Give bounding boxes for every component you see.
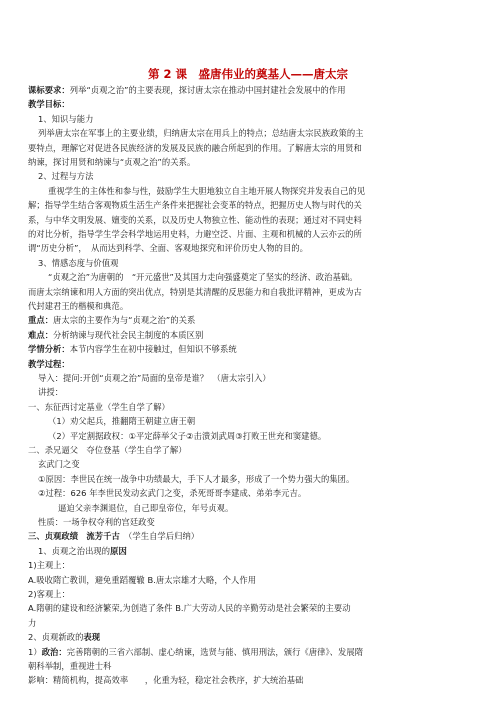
line-text: 重视学生的主体性和参与性，鼓励学生大胆地独立自主地开展人物探究并发表自己的见 [48,185,366,196]
line-label: 三、贞观政绩 流芳千古 [28,531,129,542]
text-line [28,242,308,254]
text-line [58,502,233,514]
line-text: 的对比分析，指导学生学会科学地运用史料，力避空泛、片面、主观和机械的人云亦云的所 [28,229,362,239]
text-line [28,343,237,355]
text-line [28,300,128,312]
line-text: 导入：提问:开创“贞观之治”局面的皇帝是谁？ （唐太宗引入） [38,373,271,383]
line-text: （2）平定割据政权：①平定薛举父子②击溃刘武周③打败王世充和窦建德。 [48,430,327,441]
text-line [38,257,118,269]
line-text: 2、过程与方法 [38,171,94,182]
text-line [38,372,271,384]
text-line [38,487,306,499]
text-line [28,574,256,586]
line-text: 本节内容学生在初中接触过，但知识不够系统 [69,344,237,355]
line-text: 逼迫父亲李渊退位，自己即皇帝位，年号贞观。 [58,502,234,513]
text-line [38,170,93,182]
text-line [28,444,187,456]
line-text: 而唐太宗纳谏和用人方面的突出优点，特别是其清醒的反思能力和自我批评精神，更成为古 [28,286,362,297]
text-line [28,199,362,211]
text-line [28,329,203,341]
text-line [28,559,70,571]
text-line [28,660,111,672]
text-line [28,646,363,658]
text-line [28,530,199,542]
text-line [28,214,362,226]
text-line [28,142,362,154]
line-text: 一、东征西讨定基业（学生自学了解） [28,401,170,412]
line-text: 3、情感态度与价值观 [38,257,119,268]
lesson-title: 第 2 课 盛唐伟业的奠基人——唐太宗 [147,67,348,81]
line-text: 影响：精简机构，提高效率 ，化重为轻，稳定社会秩序，扩大统治基础 [28,675,304,686]
line-text: 1)主观上： [28,560,71,571]
text-line [38,127,364,139]
text-line [28,314,195,326]
line-label: 重点： [28,315,54,326]
line-text: 力 [28,617,37,628]
text-line [48,415,195,427]
text-line [28,98,70,110]
text-line [28,401,170,413]
text-line [38,386,63,398]
line-label: 教学目标： [28,99,70,110]
line-text: 系，与中华文明发展、嬗变的关系，以及历史人物独立性、能动性的表现；通过对不同史料 [28,214,362,225]
line-label: 难点： [28,329,54,340]
text-line [28,588,70,600]
line-text: （学生自学后归纳） [128,531,200,542]
line-text: 2)客观上： [28,589,71,599]
line-text: 列举“贞观之治”的主要表现，探讨唐太宗在推动中国封建社会发展中的作用 [69,85,346,95]
line-text: 讲授： [38,387,64,398]
text-line [48,185,365,197]
line-label: 学情分析： [28,344,70,355]
line-text: A.吸收隋亡教训，避免重蹈覆辙 B.唐太宗雄才大略，个人作用 [28,574,257,585]
line-text: 分析纳谏与现代社会民主制度的本质区别 [53,329,204,340]
text-line [48,271,358,283]
line-label: 教学过程： [28,358,70,369]
text-line [28,156,195,168]
line-text: A.隋朝的建设和经济繁荣,为创造了条件 B.广大劳动人民的辛勤劳动是社会繁荣的主要动 [28,603,351,614]
line-text: 二、杀兄逼父 夺位登基（学生自学了解） [28,445,187,455]
text-line [48,430,326,442]
text-line [28,286,362,298]
line-text: ②过程：626 年李世民发动玄武门之变，杀死哥哥李建成、弟弟李元吉。 [38,488,307,499]
text-line [28,602,351,614]
line-text: 1、贞观之治出现的原因 [38,545,127,556]
line-text: “贞观之治”为唐朝的 “开元盛世”及其国力走向强盛奠定了坚实的经济、政治基础。 [48,272,358,283]
line-text: 性质：一场争权夺利的宫廷政变 [38,517,155,527]
line-text: 解；指导学生结合客观物质生活生产条件来把握社会变革的特点，把握历史人物与时代的关 [28,200,362,211]
text-line [38,458,80,470]
text-line [28,617,36,629]
line-text: 1、知识与能力 [38,113,94,124]
line-text: ①原因：李世民在统一战争中功绩最大，手下人才最多，形成了一个势力强大的集团。 [38,473,355,484]
text-line [28,631,100,643]
line-text: 谓“历史分析”， 从而达到科学、全面、客观地探究和评价历史人物的目的。 [28,243,308,254]
line-text: 要特点，理解它对促进各民族经济的发展及民族的融合所起到的作用。了解唐太宗的用贤和 [28,142,362,153]
line-text: （1）劝父起兵，推翻隋王朝建立唐王朝 [48,416,196,427]
text-line [38,473,354,485]
text-line [28,358,70,370]
line-text: 唐太宗的主要作为与“贞观之治”的关系 [53,315,196,326]
line-text: 纳谏，探讨用贤和纳谏与“贞观之治”的关系。 [28,157,196,167]
line-text: 1）政治：完善隋朝的三省六部制、虚心纳谏，选贤与能、慎用刑法，颁行《唐律》、发展隋 [28,646,364,657]
line-text: 朝科举制，重视进士科 [28,661,112,671]
text-line [28,84,346,96]
line-text: 玄武门之变 [38,459,80,470]
text-line [28,228,362,240]
text-line [38,113,93,125]
line-text: 2、贞观新政的表现 [28,632,101,643]
text-line [38,545,127,557]
text-line [38,516,155,528]
line-text: 代封建君王的楷模和典范。 [28,301,129,311]
line-label: 课标要求： [28,85,70,95]
text-line [28,674,303,686]
line-text: 列举唐太宗在军事上的主要业绩，归纳唐太宗在用兵上的特点；总结唐太宗民族政策的主 [38,128,364,139]
